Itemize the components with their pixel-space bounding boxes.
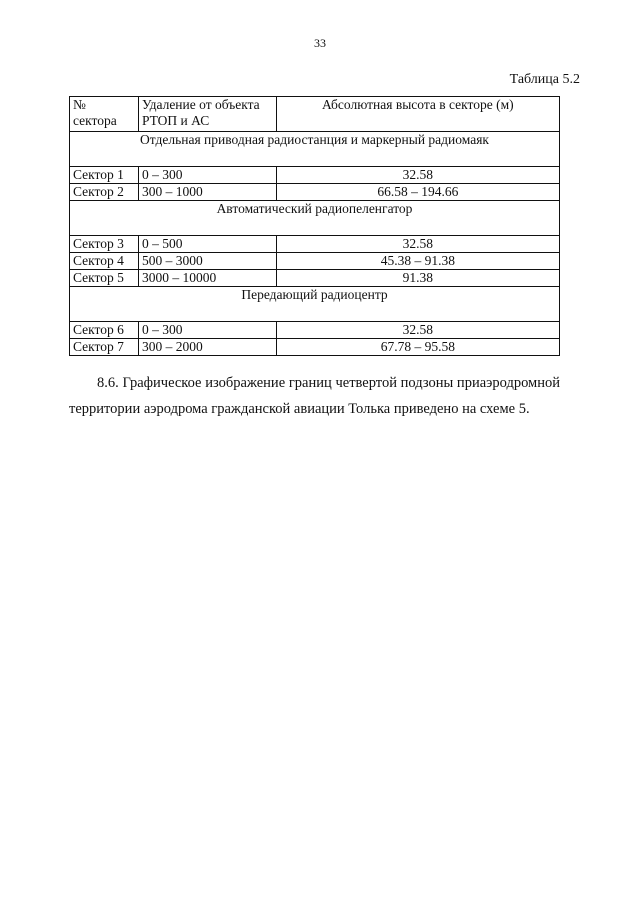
- header-altitude: Абсолютная высота в секторе (м): [276, 97, 559, 132]
- cell-distance: 0 – 300: [138, 167, 276, 184]
- header-sector: [70, 97, 139, 132]
- body-paragraph: 8.6. Графическое изображение границ четвертой подзоны приаэродромной территории аэродрома гражданской авиации Толька приведено на схеме 5.: [69, 375, 560, 417]
- cell-distance: 0 – 300: [138, 322, 276, 339]
- cell-altitude: 45.38 – 91.38: [276, 253, 559, 270]
- header-sector-line1: №: [73, 97, 86, 112]
- table-row: [70, 339, 560, 356]
- cell-distance: 300 – 2000: [138, 339, 276, 356]
- section-title: Автоматический радиопеленгатор: [70, 201, 560, 236]
- cell-distance: 0 – 500: [138, 236, 276, 253]
- section-row: [70, 287, 560, 322]
- cell-sector: Сектор 4: [70, 253, 139, 270]
- cell-sector: Сектор 5: [70, 270, 139, 287]
- cell-sector: Сектор 1: [70, 167, 139, 184]
- table-row: [70, 253, 560, 270]
- cell-altitude: 32.58: [276, 167, 559, 184]
- table-row: [70, 184, 560, 201]
- table-caption: Таблица 5.2: [509, 72, 580, 87]
- cell-altitude: 32.58: [276, 236, 559, 253]
- cell-sector: Сектор 3: [70, 236, 139, 253]
- header-distance-line2: РТОП и АС: [141, 113, 210, 128]
- cell-altitude: 91.38: [276, 270, 559, 287]
- cell-distance: 3000 – 10000: [138, 270, 276, 287]
- header-distance-line1: Удаление от объекта: [141, 97, 260, 112]
- cell-altitude: 67.78 – 95.58: [276, 339, 559, 356]
- cell-altitude: 66.58 – 194.66: [276, 184, 559, 201]
- table-row: [70, 270, 560, 287]
- table-row: [70, 167, 560, 184]
- section-row: [70, 201, 560, 236]
- cell-distance: 300 – 1000: [138, 184, 276, 201]
- section-title: Передающий радиоцентр: [70, 287, 560, 322]
- table-header-row: [70, 97, 560, 132]
- section-row: [70, 132, 560, 167]
- table-row: [70, 236, 560, 253]
- header-sector-line2: сектора: [73, 113, 117, 128]
- cell-altitude: 32.58: [276, 322, 559, 339]
- header-distance: [138, 97, 276, 132]
- cell-sector: Сектор 7: [70, 339, 139, 356]
- cell-distance: 500 – 3000: [138, 253, 276, 270]
- table-row: [70, 322, 560, 339]
- cell-sector: Сектор 6: [70, 322, 139, 339]
- cell-sector: Сектор 2: [70, 184, 139, 201]
- section-title: Отдельная приводная радиостанция и маркерный радиомаяк: [70, 132, 560, 167]
- altitude-table: [69, 96, 560, 356]
- page-number: 33: [314, 36, 326, 50]
